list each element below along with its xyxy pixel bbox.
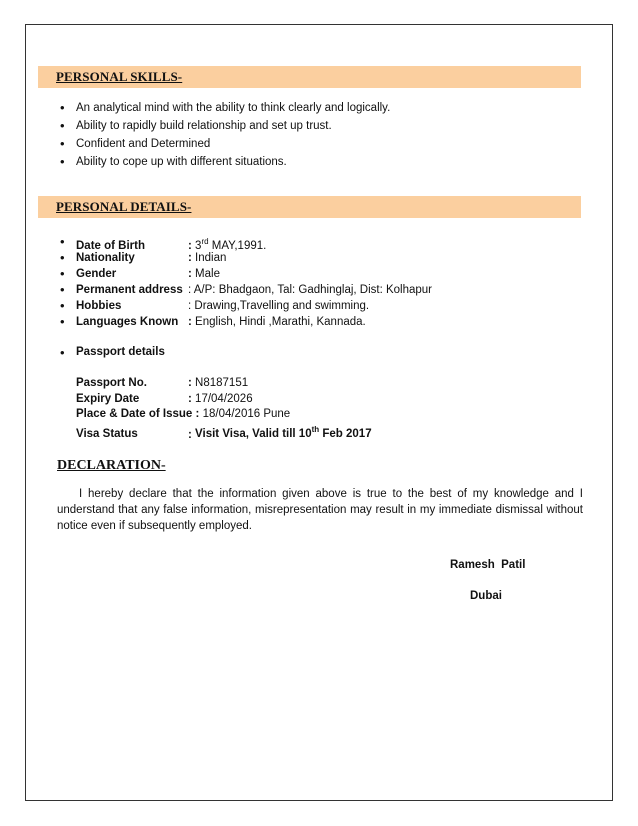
detail-label: Languages Known (76, 316, 179, 328)
details-section-header (38, 196, 581, 218)
passport-value: 17/04/2026 (195, 392, 253, 405)
details-list (60, 234, 432, 330)
detail-label: Gender (76, 268, 117, 280)
skills-section-title: PERSONAL SKILLS- (56, 69, 183, 84)
detail-item-gender: • Gender : Male (60, 266, 432, 282)
skills-list (60, 99, 390, 171)
declaration-text: I hereby declare that the information given above is true to the best of my knowledge and I understand that any false information, misrepresentation may result in my immediate dismissal without notice even if subsequently employed. (57, 488, 583, 532)
skill-item: • Ability to cope up with different situations. (60, 153, 390, 171)
skills-section-header (38, 66, 581, 88)
passport-row: Place & Date of Issue : 18/04/2016 Pune (76, 408, 291, 420)
passport-label: Passport No. (76, 377, 147, 389)
detail-value: Drawing,Travelling and swimming. (194, 300, 370, 312)
passport-row: Passport No. : N8187151 (76, 376, 372, 392)
detail-item-languages: • Languages Known : English, Hindi ,Marathi, Kannada. (60, 314, 432, 330)
visa-row: Visa Status : Visit Visa, Valid till 10th Feb 2017 (76, 423, 372, 439)
visa-value: Visit Visa, Valid till 10th Feb 2017 (195, 425, 372, 441)
signature-name: Ramesh Patil (450, 559, 526, 571)
skill-item: • Ability to rapidly build relationship and set up trust. (60, 117, 390, 135)
detail-item-nationality: • Nationality : Indian (60, 250, 432, 266)
detail-value: A/P: Bhadgaon, Tal: Gadhinglaj, Dist: Kolhapur (193, 284, 433, 296)
visa-label: Visa Status (76, 428, 138, 441)
detail-value: Male (195, 268, 220, 280)
detail-label: Hobbies (76, 300, 122, 312)
passport-label: Expiry Date (76, 392, 140, 405)
detail-label: Date of Birth (76, 239, 145, 252)
skill-item: • An analytical mind with the ability to think clearly and logically. (60, 99, 390, 117)
passport-value: 18/04/2016 Pune (202, 408, 291, 420)
detail-item-address: • Permanent address : A/P: Bhadgaon, Tal: Gadhinglaj, Dist: Kolhapur (60, 282, 432, 298)
detail-value: 3rd MAY,1991. (195, 237, 267, 252)
detail-item-hobbies: • Hobbies : Drawing,Travelling and swimming. (60, 298, 432, 314)
passport-row: Expiry Date : 17/04/2026 (76, 392, 372, 408)
detail-item-dob: • Date of Birth : 3rd MAY,1991. (60, 234, 432, 250)
detail-label: Nationality (76, 252, 135, 264)
detail-value: English, Hindi ,Marathi, Kannada. (195, 316, 366, 328)
passport-heading: • Passport details (60, 346, 165, 358)
detail-value: Indian (195, 252, 227, 264)
passport-label: Place & Date of Issue (76, 408, 193, 420)
signature-place: Dubai (470, 590, 502, 602)
passport-value: N8187151 (195, 377, 249, 389)
detail-label: Permanent address (76, 284, 183, 296)
skill-item: • Confident and Determined (60, 135, 390, 153)
details-section-title: PERSONAL DETAILS- (56, 199, 192, 214)
passport-details (76, 376, 372, 441)
declaration-title: DECLARATION- (57, 458, 166, 473)
